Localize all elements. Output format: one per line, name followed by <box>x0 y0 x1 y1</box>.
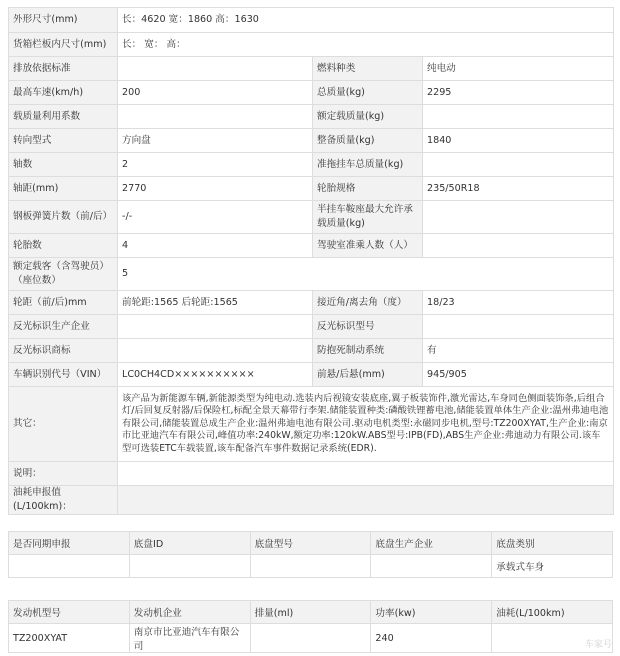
track-label: 轮距（前/后)mm <box>9 291 118 315</box>
reflbrand-value <box>118 339 313 363</box>
wheelbase-label: 轴距(mm) <box>9 177 118 201</box>
spec-row-axles <box>9 153 614 177</box>
track-value: 前轮距:1565 后轮距:1565 <box>118 291 313 315</box>
leaf-label: 钢板弹簧片数（前/后） <box>9 201 118 234</box>
consumption-value <box>118 486 614 515</box>
fuel-label: 燃料种类 <box>313 57 423 81</box>
spec-row-track <box>9 291 614 315</box>
chassis-header-model: 底盘型号 <box>250 532 371 555</box>
axles-value: 2 <box>118 153 313 177</box>
chassis-row <box>9 555 613 578</box>
reflbrand-label: 反光标识商标 <box>9 339 118 363</box>
reflmodel-value <box>423 315 614 339</box>
other-label: 其它： <box>9 387 118 462</box>
spec-row-load <box>9 105 614 129</box>
mass-value: 2295 <box>423 81 614 105</box>
leaf-value: -/- <box>118 201 313 234</box>
vin-label: 车辆识别代号（VIN） <box>9 363 118 387</box>
angle-value: 18/23 <box>423 291 614 315</box>
chassis-id-value <box>129 555 250 578</box>
overhang-value: 945/905 <box>423 363 614 387</box>
emission-label: 排放依据标准 <box>9 57 118 81</box>
spec-row-dims <box>9 8 614 33</box>
curb-value: 1840 <box>423 129 614 153</box>
spec-table <box>8 7 614 515</box>
chassis-maker-value <box>371 555 492 578</box>
dims-value: 长：4620 宽：1860 高：1630 <box>118 8 614 33</box>
spec-row-speed <box>9 81 614 105</box>
engine-header-row <box>9 601 613 624</box>
chassis-sync-value <box>9 555 130 578</box>
fuel-value: 纯电动 <box>423 57 614 81</box>
saddle-value <box>423 201 614 234</box>
speed-value: 200 <box>118 81 313 105</box>
mass-label: 总质量(kg) <box>313 81 423 105</box>
tires-label: 轮胎数 <box>9 234 118 258</box>
engine-power-value: 240 <box>371 624 492 653</box>
loadfactor-value <box>118 105 313 129</box>
chassis-header-sync: 是否同期申报 <box>9 532 130 555</box>
trailer-value <box>423 153 614 177</box>
vin-value: LC0CH4CD×××××××××× <box>118 363 313 387</box>
ratedload-label: 额定载质量(kg) <box>313 105 423 129</box>
spec-row-emission <box>9 57 614 81</box>
steer-value: 方向盘 <box>118 129 313 153</box>
chassis-header-type: 底盘类别 <box>492 532 613 555</box>
spec-row-leaf <box>9 201 614 234</box>
consumption-label: 油耗申报值(L/100km)： <box>9 486 118 515</box>
other-value: 该产品为新能源车辆,新能源类型为纯电动.选装内后视镜安装底座,翼子板装饰件,激光雷达,车身同色侧面装饰条,后组合灯/后回复反射器/后保险杠,标配全景天幕带行李架.储能装置种类:磷酸铁锂蓄电池,储能装置单体生产企业:温州弗迪电池有限公司,储能装置总成生产企业:温州弗迪电池有限公司.驱动电机类型:永磁同步电机,型号:TZ200XYAT,生产企业:南京市比亚迪汽车有限公司,峰值功率:240kW,额定功率:120kW.ABS型号:IPB(FD),ABS生产企业:弗迪动力有限公司.该车型可选装ETC车载装置,该车配备汽车事件数据记录系统(EDR). <box>118 387 614 462</box>
engine-row <box>9 624 613 653</box>
emission-value <box>118 57 313 81</box>
abs-label: 防抱死制动系统 <box>313 339 423 363</box>
tire-value: 235/50R18 <box>423 177 614 201</box>
spec-row-steer <box>9 129 614 153</box>
ratedload-value <box>423 105 614 129</box>
engine-header-model: 发动机型号 <box>9 601 130 624</box>
chassis-header-row <box>9 532 613 555</box>
angle-label: 接近角/离去角（度） <box>313 291 423 315</box>
dims-label: 外形尺寸(mm) <box>9 8 118 33</box>
seats-label: 额定载客（含驾驶员）（座位数） <box>9 258 118 291</box>
cab-label: 驾驶室准乘人数（人） <box>313 234 423 258</box>
wheelbase-value: 2770 <box>118 177 313 201</box>
reflmfr-value <box>118 315 313 339</box>
axles-label: 轴数 <box>9 153 118 177</box>
engine-header-displacement: 排量(ml) <box>250 601 371 624</box>
spec-row-cargo <box>9 33 614 57</box>
tire-label: 轮胎规格 <box>313 177 423 201</box>
remark-value <box>118 462 614 486</box>
overhang-label: 前悬/后悬(mm) <box>313 363 423 387</box>
cab-value <box>423 234 614 258</box>
watermark: 车家号 <box>584 640 612 650</box>
spec-row-vin <box>9 363 614 387</box>
spec-row-consumption <box>9 486 614 515</box>
steer-label: 转向型式 <box>9 129 118 153</box>
spec-row-wheelbase <box>9 177 614 201</box>
speed-label: 最高车速(km/h) <box>9 81 118 105</box>
chassis-type-value: 承载式车身 <box>492 555 613 578</box>
cargo-value: 长： 宽： 高： <box>118 33 614 57</box>
abs-value: 有 <box>423 339 614 363</box>
spec-row-remark <box>9 462 614 486</box>
spec-row-tires <box>9 234 614 258</box>
reflmodel-label: 反光标识型号 <box>313 315 423 339</box>
loadfactor-label: 载质量利用系数 <box>9 105 118 129</box>
spec-row-seats <box>9 258 614 291</box>
tires-value: 4 <box>118 234 313 258</box>
seats-value: 5 <box>118 258 614 291</box>
chassis-table <box>8 531 613 578</box>
chassis-header-maker: 底盘生产企业 <box>371 532 492 555</box>
engine-table <box>8 600 613 653</box>
spec-row-other <box>9 387 614 462</box>
engine-displacement-value <box>250 624 371 653</box>
spec-row-reflector <box>9 315 614 339</box>
engine-model-value: TZ200XYAT <box>9 624 130 653</box>
cargo-label: 货箱栏板内尺寸(mm) <box>9 33 118 57</box>
remark-label: 说明： <box>9 462 118 486</box>
chassis-header-id: 底盘ID <box>129 532 250 555</box>
reflmfr-label: 反光标识生产企业 <box>9 315 118 339</box>
engine-maker-value: 南京市比亚迪汽车有限公司 <box>129 624 250 653</box>
trailer-label: 准拖挂车总质量(kg) <box>313 153 423 177</box>
chassis-model-value <box>250 555 371 578</box>
saddle-label: 半挂车鞍座最大允许承载质量(kg) <box>313 201 423 234</box>
spec-row-abs <box>9 339 614 363</box>
engine-header-power: 功率(kw) <box>371 601 492 624</box>
engine-header-consumption: 油耗(L/100km) <box>492 601 613 624</box>
curb-label: 整备质量(kg) <box>313 129 423 153</box>
engine-header-maker: 发动机企业 <box>129 601 250 624</box>
